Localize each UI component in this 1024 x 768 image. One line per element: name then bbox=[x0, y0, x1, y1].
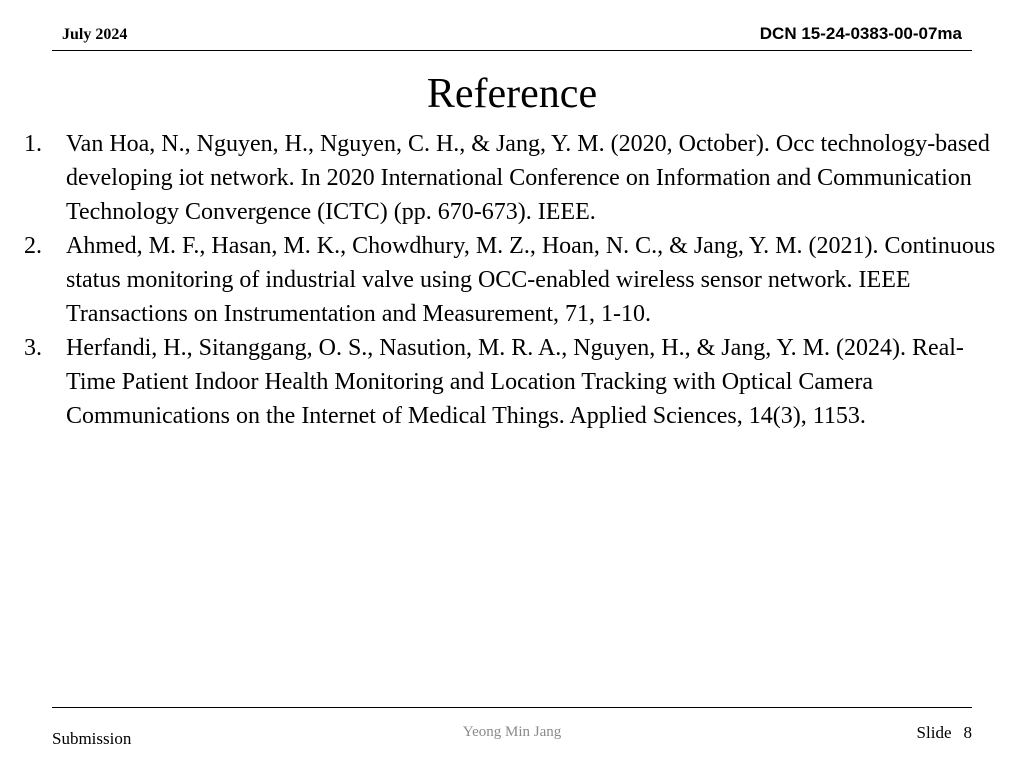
reference-item-3 bbox=[24, 331, 996, 433]
reference-text: Van Hoa, N., Nguyen, H., Nguyen, C. H., & Jang, Y. M. (2020, October). Occ technology-based developing iot network. In 2020 International Conference on Information and Communication Technology Convergence (ICTC) (pp. 670-673). IEEE. bbox=[66, 131, 990, 225]
reference-number: 2. bbox=[24, 233, 42, 259]
header-date: July 2024 bbox=[62, 26, 128, 43]
slide-indicator bbox=[917, 723, 972, 743]
slide-label: Slide bbox=[916, 723, 952, 742]
reference-number: 1. bbox=[24, 131, 42, 157]
reference-item-2 bbox=[24, 229, 996, 331]
document-id: DCN 15-24-0383-00-07ma bbox=[759, 24, 962, 43]
header-divider bbox=[52, 50, 972, 51]
reference-text: Ahmed, M. F., Hasan, M. K., Chowdhury, M. Z., Hoan, N. C., & Jang, Y. M. (2021). Continuous status monitoring of industrial valve using OCC-enabled wireless sensor network. IEEE Transactions on Instrumentation and Measurement, 71, 1-10. bbox=[66, 233, 996, 327]
reference-text: Herfandi, H., Sitanggang, O. S., Nasution, M. R. A., Nguyen, H., & Jang, Y. M. (2024). Real-Time Patient Indoor Health Monitoring and Location Tracking with Optical Camera Communications on the Internet of Medical Things. Applied Sciences, 14(3), 1153. bbox=[66, 335, 964, 429]
reference-list bbox=[24, 127, 996, 433]
footer-author: Yeong Min Jang bbox=[462, 724, 562, 740]
footer-submission: Submission bbox=[52, 729, 132, 748]
footer-divider bbox=[52, 707, 972, 708]
page-title: Reference bbox=[426, 71, 598, 117]
reference-number: 3. bbox=[24, 335, 42, 361]
reference-item-1 bbox=[24, 127, 996, 229]
slide-number: 8 bbox=[963, 723, 972, 742]
